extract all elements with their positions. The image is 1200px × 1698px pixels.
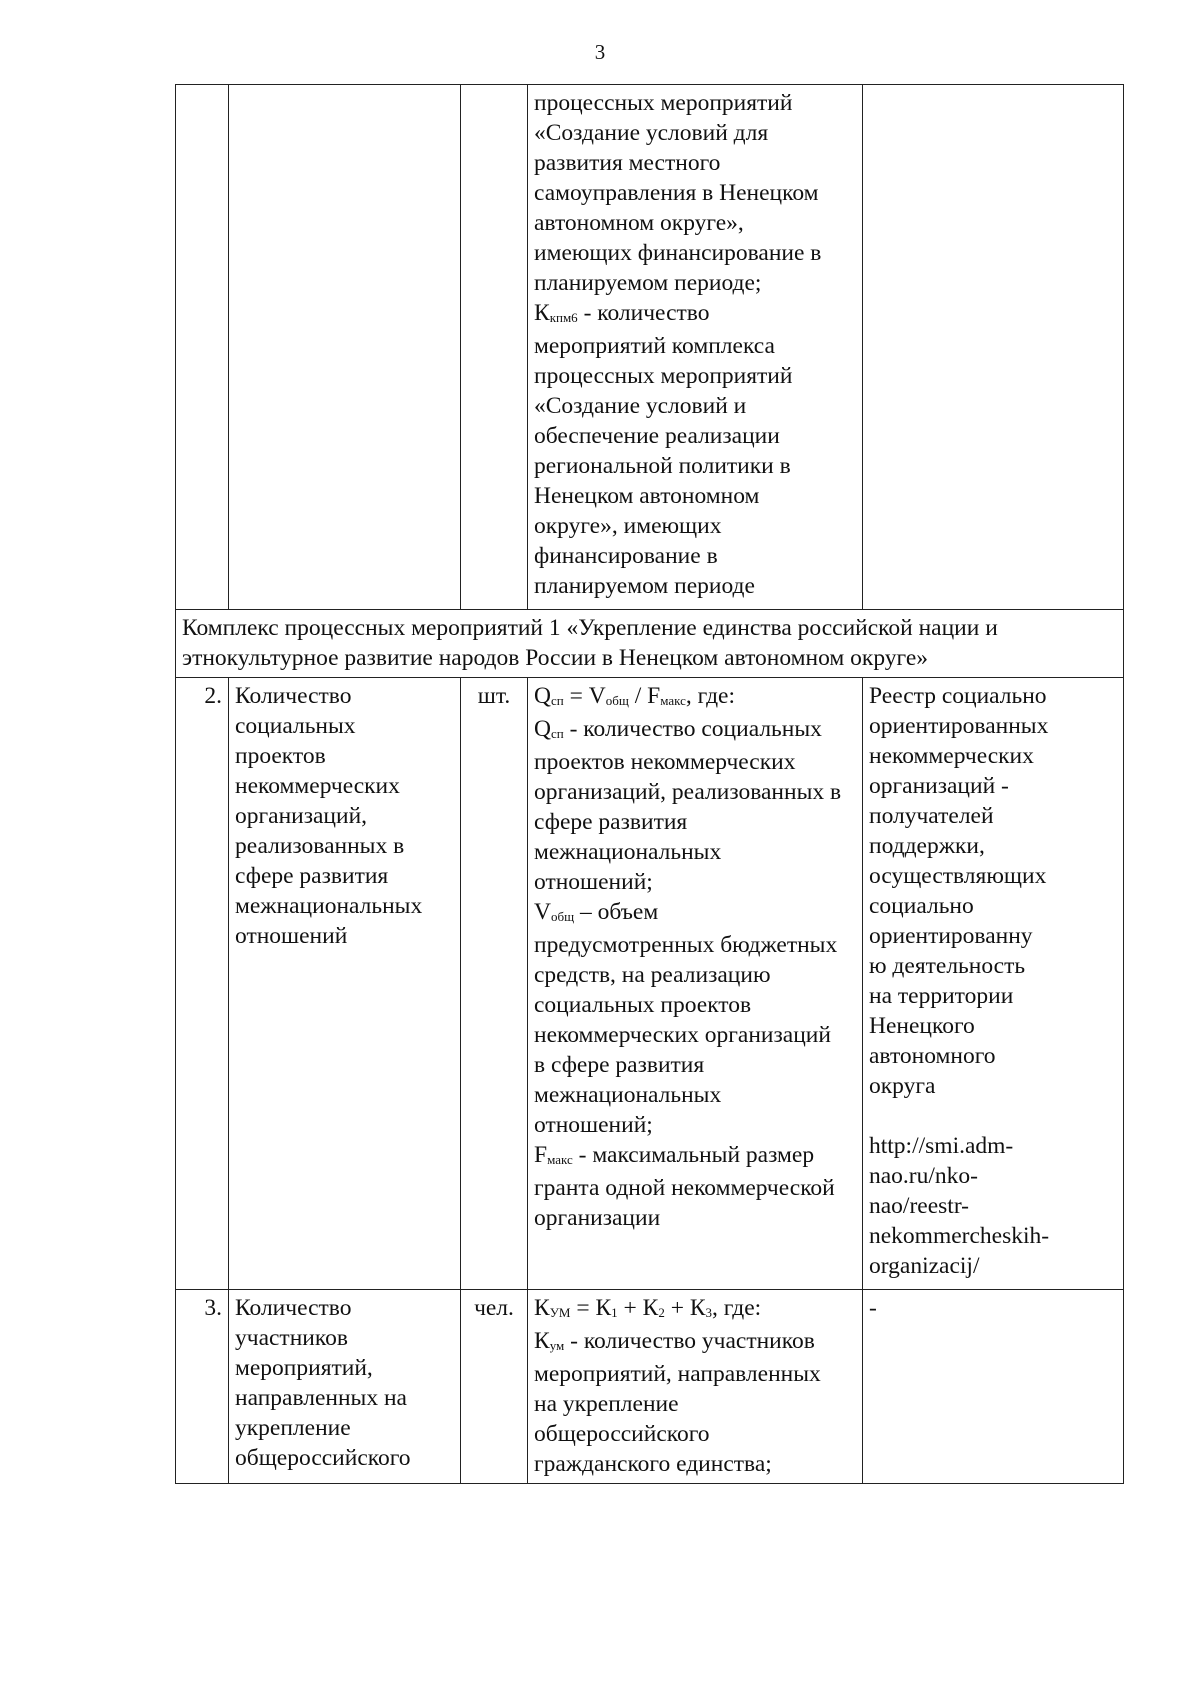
cell-method: [528, 678, 863, 1290]
var-subscript: сп: [550, 726, 564, 741]
cell-num: 3.: [176, 1290, 229, 1484]
indicator-name: Количество участников мероприятий, направленных на укрепление общероссийского: [235, 1295, 411, 1471]
cell-name: [229, 1290, 461, 1484]
definition-text: – объем предусмотренных бюджетных средств, на реализацию социальных проектов некоммерческих организаций в сфере развития межнациональных отношений;: [534, 899, 838, 1138]
cell-method: [528, 1290, 863, 1484]
var-subscript: ум: [549, 1338, 565, 1353]
formula-sub: УМ: [549, 1305, 571, 1320]
formula-sub: 1: [611, 1305, 618, 1320]
formula-definition: [534, 714, 856, 897]
cell-source: [863, 678, 1124, 1290]
var-letter: V: [534, 899, 551, 925]
definition-text: - максимальный размер гранта одной некоммерческой организации: [534, 1142, 835, 1231]
cell-name: [229, 678, 461, 1290]
cell-unit: чел.: [461, 1290, 528, 1484]
cell-num: [176, 85, 229, 610]
var-letter: К: [534, 300, 550, 326]
formula: [534, 681, 856, 714]
method-definition: [534, 298, 856, 601]
definition-text: - количество участников мероприятий, направленных на укрепление общероссийского гражданского единства;: [534, 1328, 821, 1477]
cell-num: 2.: [176, 678, 229, 1290]
formula-sub: 3: [705, 1305, 713, 1320]
indicator-name: Количество социальных проектов некоммерческих организаций, реализованных в сфере развития межнациональных отношений: [235, 683, 423, 949]
var-subscript: макс: [547, 1152, 573, 1167]
formula-part: Q: [534, 683, 551, 709]
table-row: [176, 1290, 1124, 1484]
formula-part: + К: [664, 1295, 706, 1321]
definition-text: - количество социальных проектов некоммерческих организаций, реализованных в сфере развития межнациональных отношений;: [534, 716, 842, 895]
source-link[interactable]: http://smi.adm- nao.ru/nko- nao/reestr- nekommercheskih- organizacij/: [869, 1133, 1050, 1279]
formula-part: , где:: [685, 683, 735, 709]
formula-definition: [534, 1326, 856, 1479]
formula-part: = К: [570, 1295, 612, 1321]
cell-source: [863, 85, 1124, 610]
var-subscript: общ: [550, 909, 575, 924]
cell-method: [528, 85, 863, 610]
formula-definition: [534, 1140, 856, 1233]
formula-part: / F: [628, 683, 661, 709]
cell-name: [229, 85, 461, 610]
formula-sub: общ: [605, 693, 629, 708]
indicators-table: [175, 84, 1124, 1484]
section-header-row: [176, 610, 1124, 678]
var-letter: F: [534, 1142, 548, 1168]
formula-part: , где:: [712, 1295, 762, 1321]
formula-sub: 2: [658, 1305, 665, 1320]
formula-part: К: [534, 1295, 550, 1321]
formula: [534, 1293, 856, 1326]
table-row-continuation: [176, 85, 1124, 610]
table-row: [176, 678, 1124, 1290]
cell-source: -: [863, 1290, 1124, 1484]
formula-sub: макс: [660, 693, 686, 708]
formula-definition: [534, 897, 856, 1140]
formula-part: + К: [617, 1295, 659, 1321]
var-letter: Q: [534, 716, 551, 742]
cell-unit: [461, 85, 528, 610]
var-subscript: кпм6: [549, 310, 578, 325]
page-number: 3: [594, 40, 606, 64]
formula-part: = V: [563, 683, 606, 709]
section-header: Комплекс процессных мероприятий 1 «Укрепление единства российской нации и этнокультурное развитие народов России в Ненецком автономном округе»: [176, 610, 1124, 678]
var-letter: К: [534, 1328, 550, 1354]
cell-unit: шт.: [461, 678, 528, 1290]
source-text: Реестр социально ориентированных некоммерческих организаций - получателей поддержки, осуществляющих социально ориентированну ю деятельность на территории Ненецкого автономного округа: [869, 683, 1049, 1099]
definition-text: - количество мероприятий комплекса процессных мероприятий «Создание условий и обеспечение реализации региональной политики в Ненецком автономном округе», имеющих финансирование в планируемом периоде: [534, 300, 793, 599]
method-text: процессных мероприятий «Создание условий для развития местного самоуправления в Ненецком автономном округе», имеющих финансирование в планируемом периоде;: [534, 90, 822, 296]
formula-sub: сп: [550, 693, 564, 708]
